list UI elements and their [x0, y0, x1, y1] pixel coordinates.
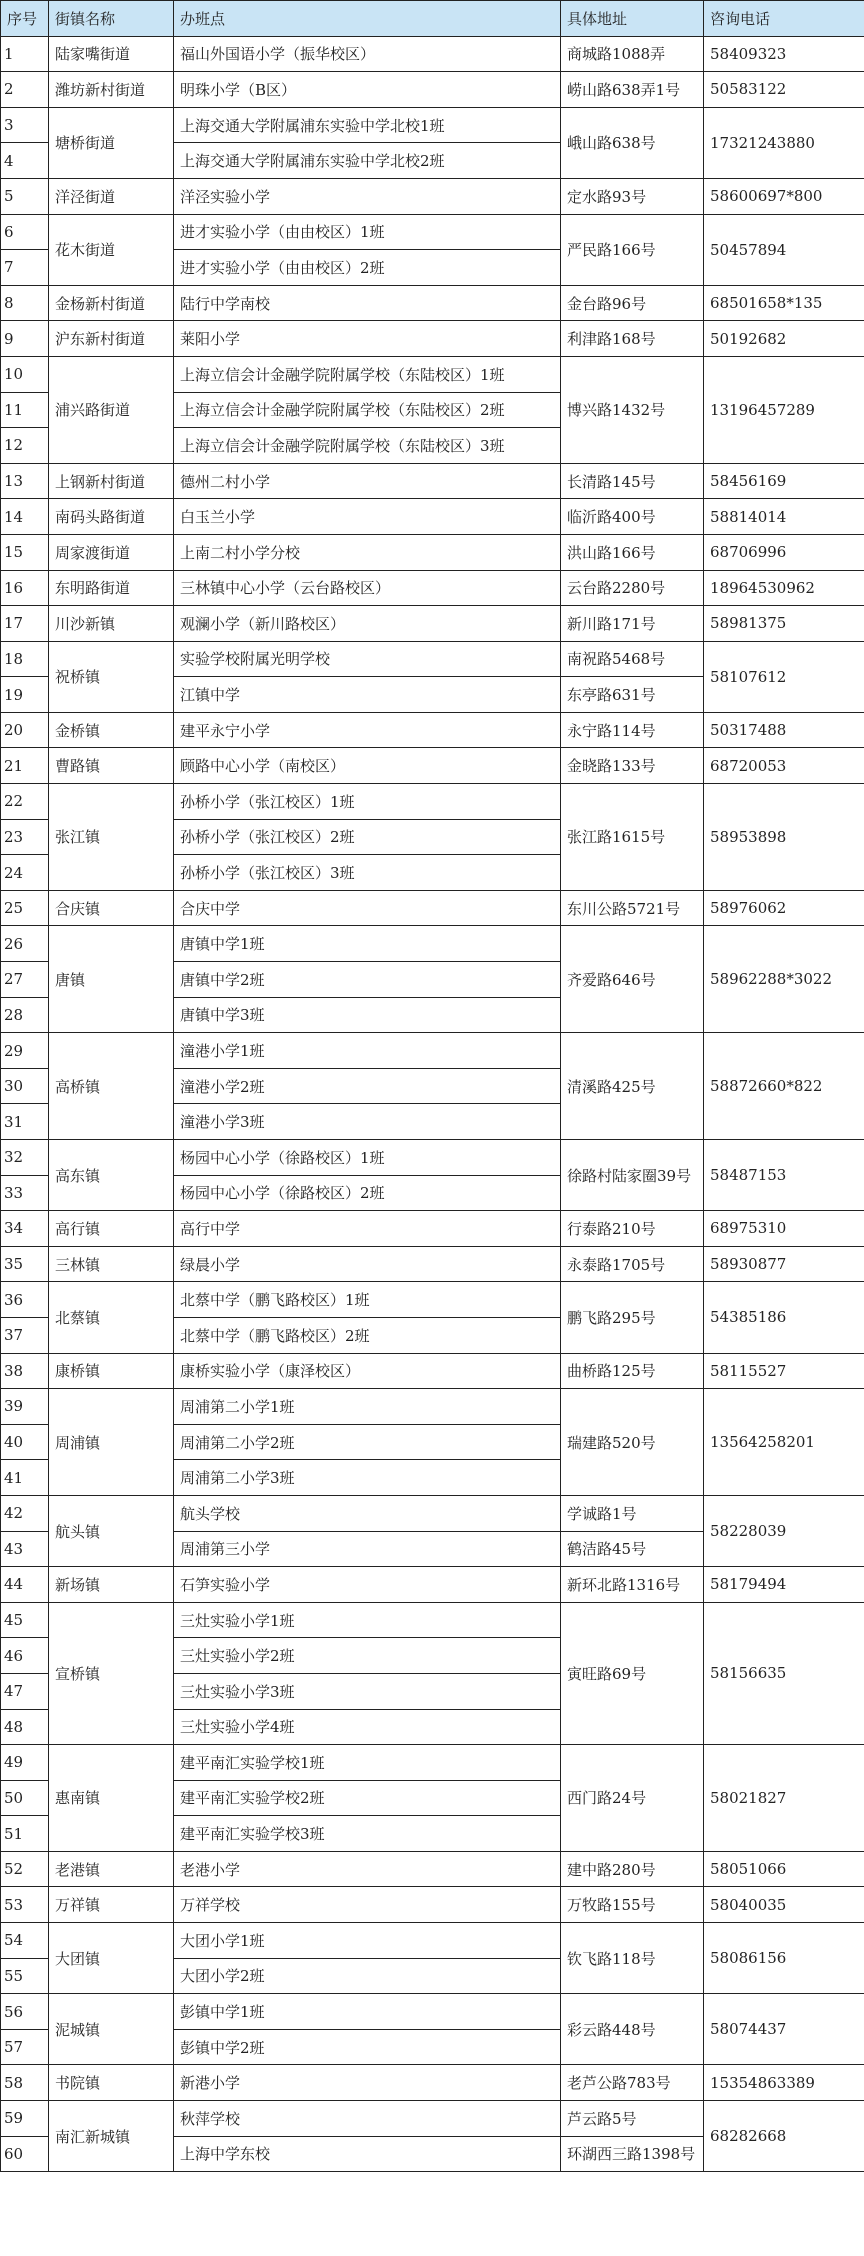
site-name-cell: 高行中学: [174, 1211, 561, 1247]
table-row: [1, 1033, 864, 1069]
town-name-cell: 南码头路街道: [49, 499, 174, 535]
town-name-cell: 祝桥镇: [49, 641, 174, 712]
town-name-cell: 老港镇: [49, 1851, 174, 1887]
phone-cell: 58074437: [704, 1994, 864, 2065]
row-number-cell: 51: [1, 1816, 49, 1852]
address-cell: 学诚路1号: [561, 1495, 704, 1531]
site-name-cell: 潼港小学3班: [174, 1104, 561, 1140]
phone-cell: 50317488: [704, 712, 864, 748]
site-name-cell: 洋泾实验小学: [174, 178, 561, 214]
address-cell: 环湖西三路1398号: [561, 2136, 704, 2172]
table-row: [1, 1211, 864, 1247]
table-row: [1, 890, 864, 926]
header-cell-site: 办班点: [174, 1, 561, 37]
table-row: [1, 321, 864, 357]
row-number-cell: 29: [1, 1033, 49, 1069]
table-row: [1, 1282, 864, 1318]
phone-cell: 50583122: [704, 72, 864, 108]
address-cell: 商城路1088弄: [561, 36, 704, 72]
table-row: [1, 178, 864, 214]
row-number-cell: 60: [1, 2136, 49, 2172]
phone-cell: 68501658*135: [704, 285, 864, 321]
town-name-cell: 浦兴路街道: [49, 356, 174, 463]
address-cell: 芦云路5号: [561, 2101, 704, 2137]
row-number-cell: 4: [1, 143, 49, 179]
phone-cell: 68720053: [704, 748, 864, 784]
row-number-cell: 24: [1, 855, 49, 891]
row-number-cell: 48: [1, 1709, 49, 1745]
town-name-cell: 惠南镇: [49, 1745, 174, 1852]
town-name-cell: 高行镇: [49, 1211, 174, 1247]
site-name-cell: 秋萍学校: [174, 2101, 561, 2137]
address-cell: 老芦公路783号: [561, 2065, 704, 2101]
town-name-cell: 航头镇: [49, 1495, 174, 1566]
row-number-cell: 26: [1, 926, 49, 962]
phone-cell: 13564258201: [704, 1389, 864, 1496]
address-cell: 永宁路114号: [561, 712, 704, 748]
table-row: [1, 534, 864, 570]
site-name-cell: 大团小学2班: [174, 1958, 561, 1994]
row-number-cell: 32: [1, 1140, 49, 1176]
site-name-cell: 江镇中学: [174, 677, 561, 713]
site-name-cell: 进才实验小学（由由校区）2班: [174, 250, 561, 286]
town-name-cell: 合庆镇: [49, 890, 174, 926]
row-number-cell: 19: [1, 677, 49, 713]
address-cell: 张江路1615号: [561, 784, 704, 891]
phone-cell: 58456169: [704, 463, 864, 499]
site-name-cell: 陆行中学南校: [174, 285, 561, 321]
table-row: [1, 1887, 864, 1923]
table-row: [1, 926, 864, 962]
town-name-cell: 高东镇: [49, 1140, 174, 1211]
site-name-cell: 北蔡中学（鹏飞路校区）1班: [174, 1282, 561, 1318]
site-name-cell: 德州二村小学: [174, 463, 561, 499]
table-row: [1, 1567, 864, 1603]
row-number-cell: 50: [1, 1780, 49, 1816]
site-name-cell: 上海立信会计金融学院附属学校（东陆校区）2班: [174, 392, 561, 428]
address-cell: 万牧路155号: [561, 1887, 704, 1923]
phone-cell: 58487153: [704, 1140, 864, 1211]
site-name-cell: 上海交通大学附属浦东实验中学北校2班: [174, 143, 561, 179]
address-cell: 鹤洁路45号: [561, 1531, 704, 1567]
phone-cell: 58962288*3022: [704, 926, 864, 1033]
row-number-cell: 31: [1, 1104, 49, 1140]
header-row: [1, 1, 864, 37]
phone-cell: 58953898: [704, 784, 864, 891]
site-name-cell: 康桥实验小学（康泽校区）: [174, 1353, 561, 1389]
row-number-cell: 38: [1, 1353, 49, 1389]
site-name-cell: 建平永宁小学: [174, 712, 561, 748]
table-row: [1, 463, 864, 499]
address-cell: 新环北路1316号: [561, 1567, 704, 1603]
site-name-cell: 明珠小学（B区）: [174, 72, 561, 108]
town-name-cell: 书院镇: [49, 2065, 174, 2101]
row-number-cell: 59: [1, 2101, 49, 2137]
phone-cell: 58107612: [704, 641, 864, 712]
town-name-cell: 大团镇: [49, 1923, 174, 1994]
site-name-cell: 杨园中心小学（徐路校区）1班: [174, 1140, 561, 1176]
table-row: [1, 285, 864, 321]
table-row: [1, 1602, 864, 1638]
site-name-cell: 大团小学1班: [174, 1923, 561, 1959]
row-number-cell: 40: [1, 1424, 49, 1460]
town-name-cell: 新场镇: [49, 1567, 174, 1603]
site-name-cell: 合庆中学: [174, 890, 561, 926]
town-name-cell: 泥城镇: [49, 1994, 174, 2065]
phone-cell: 15354863389: [704, 2065, 864, 2101]
address-cell: 东亭路631号: [561, 677, 704, 713]
table-row: [1, 606, 864, 642]
town-name-cell: 康桥镇: [49, 1353, 174, 1389]
site-name-cell: 潼港小学2班: [174, 1068, 561, 1104]
row-number-cell: 11: [1, 392, 49, 428]
table-row: [1, 1246, 864, 1282]
town-name-cell: 周浦镇: [49, 1389, 174, 1496]
address-cell: 行泰路210号: [561, 1211, 704, 1247]
row-number-cell: 14: [1, 499, 49, 535]
site-name-cell: 唐镇中学2班: [174, 962, 561, 998]
town-name-cell: 金桥镇: [49, 712, 174, 748]
phone-cell: 58051066: [704, 1851, 864, 1887]
header-cell-no: 序号: [1, 1, 49, 37]
address-cell: 瑞建路520号: [561, 1389, 704, 1496]
row-number-cell: 55: [1, 1958, 49, 1994]
header-cell-address: 具体地址: [561, 1, 704, 37]
site-name-cell: 三林镇中心小学（云台路校区）: [174, 570, 561, 606]
town-name-cell: 沪东新村街道: [49, 321, 174, 357]
phone-cell: 68282668: [704, 2101, 864, 2172]
address-cell: 徐路村陆家圈39号: [561, 1140, 704, 1211]
site-name-cell: 孙桥小学（张江校区）2班: [174, 819, 561, 855]
town-name-cell: 高桥镇: [49, 1033, 174, 1140]
row-number-cell: 27: [1, 962, 49, 998]
row-number-cell: 37: [1, 1317, 49, 1353]
address-cell: 西门路24号: [561, 1745, 704, 1852]
table-row: [1, 1923, 864, 1959]
row-number-cell: 2: [1, 72, 49, 108]
site-name-cell: 观澜小学（新川路校区）: [174, 606, 561, 642]
town-name-cell: 万祥镇: [49, 1887, 174, 1923]
site-name-cell: 三灶实验小学1班: [174, 1602, 561, 1638]
site-name-cell: 建平南汇实验学校1班: [174, 1745, 561, 1781]
site-name-cell: 孙桥小学（张江校区）1班: [174, 784, 561, 820]
row-number-cell: 3: [1, 107, 49, 143]
phone-cell: 68975310: [704, 1211, 864, 1247]
address-cell: 定水路93号: [561, 178, 704, 214]
town-name-cell: 三林镇: [49, 1246, 174, 1282]
table-row: [1, 2101, 864, 2137]
address-cell: 东川公路5721号: [561, 890, 704, 926]
site-name-cell: 周浦第二小学2班: [174, 1424, 561, 1460]
row-number-cell: 9: [1, 321, 49, 357]
row-number-cell: 41: [1, 1460, 49, 1496]
town-name-cell: 川沙新镇: [49, 606, 174, 642]
town-name-cell: 张江镇: [49, 784, 174, 891]
phone-cell: 58179494: [704, 1567, 864, 1603]
row-number-cell: 21: [1, 748, 49, 784]
table-row: [1, 356, 864, 392]
row-number-cell: 46: [1, 1638, 49, 1674]
row-number-cell: 35: [1, 1246, 49, 1282]
row-number-cell: 8: [1, 285, 49, 321]
address-cell: 寅旺路69号: [561, 1602, 704, 1744]
address-cell: 博兴路1432号: [561, 356, 704, 463]
phone-cell: 58115527: [704, 1353, 864, 1389]
site-name-cell: 唐镇中学1班: [174, 926, 561, 962]
row-number-cell: 18: [1, 641, 49, 677]
row-number-cell: 13: [1, 463, 49, 499]
table-row: [1, 641, 864, 677]
site-name-cell: 万祥学校: [174, 1887, 561, 1923]
site-name-cell: 杨园中心小学（徐路校区）2班: [174, 1175, 561, 1211]
row-number-cell: 30: [1, 1068, 49, 1104]
table-row: [1, 1353, 864, 1389]
site-name-cell: 周浦第三小学: [174, 1531, 561, 1567]
phone-cell: 58409323: [704, 36, 864, 72]
row-number-cell: 43: [1, 1531, 49, 1567]
table-body: [1, 36, 864, 2172]
site-name-cell: 建平南汇实验学校2班: [174, 1780, 561, 1816]
table-row: [1, 1140, 864, 1176]
row-number-cell: 16: [1, 570, 49, 606]
row-number-cell: 45: [1, 1602, 49, 1638]
phone-cell: 58600697*800: [704, 178, 864, 214]
site-name-cell: 莱阳小学: [174, 321, 561, 357]
table-row: [1, 72, 864, 108]
site-name-cell: 进才实验小学（由由校区）1班: [174, 214, 561, 250]
row-number-cell: 22: [1, 784, 49, 820]
address-cell: 长清路145号: [561, 463, 704, 499]
row-number-cell: 57: [1, 2029, 49, 2065]
site-name-cell: 彭镇中学2班: [174, 2029, 561, 2065]
row-number-cell: 10: [1, 356, 49, 392]
site-name-cell: 潼港小学1班: [174, 1033, 561, 1069]
address-cell: 金台路96号: [561, 285, 704, 321]
address-cell: 钦飞路118号: [561, 1923, 704, 1994]
table-row: [1, 1994, 864, 2030]
town-name-cell: 塘桥街道: [49, 107, 174, 178]
address-cell: 新川路171号: [561, 606, 704, 642]
town-name-cell: 潍坊新村街道: [49, 72, 174, 108]
phone-cell: 50457894: [704, 214, 864, 285]
address-cell: 严民路166号: [561, 214, 704, 285]
row-number-cell: 34: [1, 1211, 49, 1247]
phone-cell: 18964530962: [704, 570, 864, 606]
address-cell: 崂山路638弄1号: [561, 72, 704, 108]
row-number-cell: 25: [1, 890, 49, 926]
row-number-cell: 20: [1, 712, 49, 748]
phone-cell: 58930877: [704, 1246, 864, 1282]
header-cell-town: 街镇名称: [49, 1, 174, 37]
row-number-cell: 49: [1, 1745, 49, 1781]
town-name-cell: 上钢新村街道: [49, 463, 174, 499]
address-cell: 鹏飞路295号: [561, 1282, 704, 1353]
address-cell: 洪山路166号: [561, 534, 704, 570]
table-row: [1, 1745, 864, 1781]
row-number-cell: 52: [1, 1851, 49, 1887]
row-number-cell: 12: [1, 428, 49, 464]
town-name-cell: 金杨新村街道: [49, 285, 174, 321]
site-name-cell: 上海中学东校: [174, 2136, 561, 2172]
phone-cell: 58981375: [704, 606, 864, 642]
phone-cell: 58086156: [704, 1923, 864, 1994]
phone-cell: 54385186: [704, 1282, 864, 1353]
table-row: [1, 784, 864, 820]
site-name-cell: 上南二村小学分校: [174, 534, 561, 570]
site-name-cell: 实验学校附属光明学校: [174, 641, 561, 677]
site-name-cell: 上海交通大学附属浦东实验中学北校1班: [174, 107, 561, 143]
site-name-cell: 建平南汇实验学校3班: [174, 1816, 561, 1852]
row-number-cell: 58: [1, 2065, 49, 2101]
row-number-cell: 44: [1, 1567, 49, 1603]
table-row: [1, 2065, 864, 2101]
phone-cell: 13196457289: [704, 356, 864, 463]
site-name-cell: 彭镇中学1班: [174, 1994, 561, 2030]
address-cell: 永泰路1705号: [561, 1246, 704, 1282]
site-name-cell: 三灶实验小学2班: [174, 1638, 561, 1674]
town-name-cell: 花木街道: [49, 214, 174, 285]
row-number-cell: 33: [1, 1175, 49, 1211]
site-name-cell: 北蔡中学（鹏飞路校区）2班: [174, 1317, 561, 1353]
row-number-cell: 5: [1, 178, 49, 214]
row-number-cell: 53: [1, 1887, 49, 1923]
phone-cell: 58976062: [704, 890, 864, 926]
table-row: [1, 214, 864, 250]
site-name-cell: 白玉兰小学: [174, 499, 561, 535]
town-name-cell: 洋泾街道: [49, 178, 174, 214]
row-number-cell: 36: [1, 1282, 49, 1318]
row-number-cell: 54: [1, 1923, 49, 1959]
table-row: [1, 36, 864, 72]
site-name-cell: 周浦第二小学1班: [174, 1389, 561, 1425]
site-name-cell: 孙桥小学（张江校区）3班: [174, 855, 561, 891]
header-cell-phone: 咨询电话: [704, 1, 864, 37]
phone-cell: 50192682: [704, 321, 864, 357]
phone-cell: 68706996: [704, 534, 864, 570]
row-number-cell: 17: [1, 606, 49, 642]
address-cell: 峨山路638号: [561, 107, 704, 178]
address-cell: 金晓路133号: [561, 748, 704, 784]
row-number-cell: 28: [1, 997, 49, 1033]
address-cell: 临沂路400号: [561, 499, 704, 535]
address-cell: 曲桥路125号: [561, 1353, 704, 1389]
phone-cell: 58228039: [704, 1495, 864, 1566]
town-name-cell: 曹路镇: [49, 748, 174, 784]
address-cell: 齐爱路646号: [561, 926, 704, 1033]
site-name-cell: 三灶实验小学3班: [174, 1673, 561, 1709]
phone-cell: 58021827: [704, 1745, 864, 1852]
site-name-cell: 唐镇中学3班: [174, 997, 561, 1033]
site-name-cell: 上海立信会计金融学院附属学校（东陆校区）1班: [174, 356, 561, 392]
row-number-cell: 47: [1, 1673, 49, 1709]
address-cell: 彩云路448号: [561, 1994, 704, 2065]
site-name-cell: 绿晨小学: [174, 1246, 561, 1282]
row-number-cell: 15: [1, 534, 49, 570]
row-number-cell: 23: [1, 819, 49, 855]
table-row: [1, 712, 864, 748]
town-name-cell: 北蔡镇: [49, 1282, 174, 1353]
table-row: [1, 1851, 864, 1887]
row-number-cell: 1: [1, 36, 49, 72]
site-name-cell: 航头学校: [174, 1495, 561, 1531]
site-name-cell: 石笋实验小学: [174, 1567, 561, 1603]
site-name-cell: 周浦第二小学3班: [174, 1460, 561, 1496]
table-row: [1, 107, 864, 143]
site-name-cell: 三灶实验小学4班: [174, 1709, 561, 1745]
town-name-cell: 宣桥镇: [49, 1602, 174, 1744]
address-cell: 云台路2280号: [561, 570, 704, 606]
row-number-cell: 6: [1, 214, 49, 250]
phone-cell: 58156635: [704, 1602, 864, 1744]
address-cell: 利津路168号: [561, 321, 704, 357]
table-row: [1, 570, 864, 606]
town-name-cell: 唐镇: [49, 926, 174, 1033]
phone-cell: 17321243880: [704, 107, 864, 178]
town-name-cell: 南汇新城镇: [49, 2101, 174, 2172]
row-number-cell: 56: [1, 1994, 49, 2030]
row-number-cell: 7: [1, 250, 49, 286]
table-row: [1, 1389, 864, 1425]
table-row: [1, 499, 864, 535]
phone-cell: 58040035: [704, 1887, 864, 1923]
site-name-cell: 老港小学: [174, 1851, 561, 1887]
table-header: [1, 1, 864, 37]
town-name-cell: 东明路街道: [49, 570, 174, 606]
address-cell: 南祝路5468号: [561, 641, 704, 677]
row-number-cell: 39: [1, 1389, 49, 1425]
phone-cell: 58872660*822: [704, 1033, 864, 1140]
town-name-cell: 周家渡街道: [49, 534, 174, 570]
table-row: [1, 1495, 864, 1531]
site-name-cell: 福山外国语小学（振华校区）: [174, 36, 561, 72]
site-name-cell: 新港小学: [174, 2065, 561, 2101]
row-number-cell: 42: [1, 1495, 49, 1531]
site-name-cell: 顾路中心小学（南校区）: [174, 748, 561, 784]
table-row: [1, 748, 864, 784]
site-name-cell: 上海立信会计金融学院附属学校（东陆校区）3班: [174, 428, 561, 464]
phone-cell: 58814014: [704, 499, 864, 535]
address-cell: 建中路280号: [561, 1851, 704, 1887]
town-name-cell: 陆家嘴街道: [49, 36, 174, 72]
address-cell: 清溪路425号: [561, 1033, 704, 1140]
